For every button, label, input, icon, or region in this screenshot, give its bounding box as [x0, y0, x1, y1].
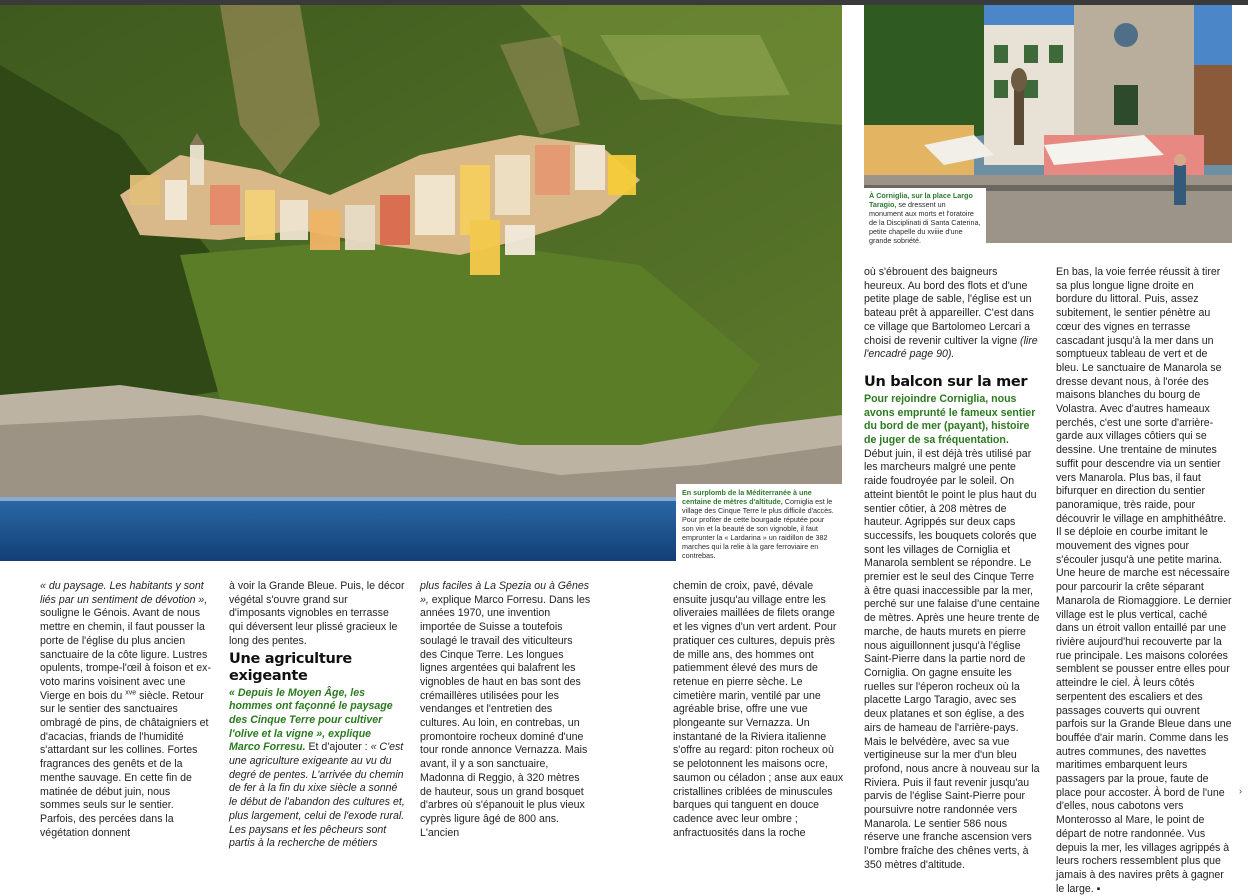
text-column-5: [864, 266, 1040, 873]
column-3-paragraph: [420, 580, 592, 840]
column-5-paragraph-2: [864, 393, 1040, 873]
next-page-arrow-icon[interactable]: ›: [1239, 786, 1242, 796]
column-5-text-a: où s'ébrouent des baigneurs heureux. Au bord des flots et d'une petite plage de sable, l'église est un bateau prêt à appareiller. C'est dans ce village que Bartolomeo Lercari a choisi de revenir cultiver la vigne: [864, 266, 1034, 347]
corniglia-cliff-photo: [0, 5, 842, 561]
column-2-paragraph-2: [229, 687, 405, 851]
right-photo-caption: [864, 188, 986, 246]
text-column-6: [1056, 266, 1232, 896]
left-caption-lead: En surplomb de la Méditerranée à une centaine de mètres d'altitude,: [682, 488, 812, 506]
column-5-paragraph-1: [864, 266, 1040, 362]
text-column-2: [229, 580, 405, 851]
heading-agriculture: Une agriculture exigeante: [229, 650, 352, 684]
left-photo-caption: [676, 484, 842, 561]
column-1-text-a: souligne le Génois. Avant de nous mettre en chemin, il faut pousser la porte de l'église du plus ancien sanctuaire de la côte ligure. Lustres opulents, trompe-l'œil à foison et ex-voto marins voisinent avec une Vierge en bois du: [40, 607, 212, 702]
column-2-quote: « C'est une agriculture exigeante au vu du degré de pentes. L'arrivée du chemin de fer à la fin du xixe siècle a sonné le début de l'abandon des cultures et, plus largement, celui de l'exode rural. Les paysans et les pêcheurs sont partis à la recherche de métiers: [229, 741, 405, 850]
heading-balcon: Un balcon sur la mer: [864, 373, 1028, 390]
column-1-paragraph: [40, 580, 212, 840]
column-5-text-b: Début juin, il est déjà très utilisé par les marcheurs malgré une pente raide foudroyée par le soleil. On atteint bientôt le point le plus haut du sentier côtier, à 208 mètres de hauteur. Agrippés sur deux caps successifs, les bouquets colorés que sont les villages de Corniglia et Manarola semblent se répondre. Le premier est le seul des Cinque Terre à être quasi inaccessible par la mer, perché sur une falaise d'une centaine de mètres. Après une heure trente de marche, de hauts murets en pierre nous aiguillonnent jusqu'à l'église Saint-Pierre dans la partie nord de Corniglia. On gagne ensuite les ruelles sur l'éperon rocheux où la placette Largo Taragio, avec ses deux platanes et son église, a des airs de hameau de l'arrière-pays. Mais le belvédère, avec sa vue vertigineuse sur la mer d'un bleu profond, nous ancre à nouveau sur la Riviera. Puis il faut revenir jusqu'au parvis de l'église Saint-Pierre pour poursuivre notre randonnée vers Manarola. Le sentier 586 nous réserve une franche ascension vers l'ombre fraîche des chênes verts, à 350 mètres d'altitude.: [864, 447, 1040, 871]
text-column-1: [40, 580, 212, 840]
column-1-text-b: siècle. Retour sur le sentier des sanctuaires ombragé de pins, de châtaigniers et d'acacias, friands de l'humidité s'attardant sur les collines. Fortes fragrances des genêts et de la menthe sauvage. En cette fin de matinée de début juin, nous sommes seuls sur le sentier. Parfois, des percées dans la végétation donnent: [40, 689, 209, 839]
end-mark-icon: ▪: [1096, 882, 1101, 895]
column-2-lead: « Depuis le Moyen Âge, les hommes ont façonné le paysage des Cinque Terre pour cultiver l'olive et la vigne », explique Marco Forresu.: [229, 686, 393, 754]
column-2-paragraph-1: à voir la Grande Bleue. Puis, le décor végétal s'ouvre grand sur d'imposants vignobles en terrasse qui déversent leur plissé gracieux le long des pentes.: [229, 580, 405, 647]
column-3-quote: plus faciles à La Spezia ou à Gênes »,: [420, 580, 590, 606]
left-caption-body: Corniglia est le village des Cinque Terre le plus difficile d'accès. Pour profiter de cette bourgade réputée pour son vin et la beauté de son vignoble, il faut emprunter la « Lardarina » un raidillon de 382 marches qui la relie à la gare ferroviaire en contrebas.: [682, 497, 834, 560]
column-1-century: xve: [125, 689, 137, 697]
column-6-text: En bas, la voie ferrée réussit à tirer sa plus longue ligne droite en bordure du littoral. Puis, assez subitement, le sentier pénètre au cœur des vignes en terrasse cascadant jusqu'à la mer dans un somptueux tableau de vert et de bleu. Le sanctuaire de Manarola se dresse devant nous, à l'orée des maisons blanches du bourg de Volastra. Avec d'autres hameaux perchés, c'est une sorte d'arrière-garde aux villages côtiers qui se dessine. Une trentaine de minutes suffit pour descendre via un sentier vers Manarola. Plus bas, il faut bifurquer en direction du sentier panoramique, très raide, pour découvrir le village en amphithéâtre. Il se déploie en courbe imitant le mouvement des vignes pour s'écouler jusqu'à une petite marina. Une heure de marche est nécessaire pour parcourir la crête séparant Manarola de Riomaggiore. Le dernier village est le plus vertical, caché dans un étroit vallon entaillé par une rivière aujourd'hui recouverte par la rue principale. Les maisons colorées semblent se pousser entre elles pour atteindre le ciel. À leurs côtés serpentent des escaliers et des passages couverts qui ouvrent parfois sur la Grande Bleue dans une bouffée d'air marin. Comme dans les autres communes, des navettes maritimes embarquent leurs passagers par la proue, faute de place pour accoster. À bord de l'une d'elles, nous cabotons vers Monterosso al Mare, le point de départ de notre randonnée. Vus depuis la mer, les villages agrippés à leurs rochers ressemblent plus que jamais à des navires prêts à gagner le large.: [1056, 266, 1232, 895]
text-column-3: [420, 580, 592, 840]
column-5-lead: Pour rejoindre Corniglia, nous avons emprunté le fameux sentier du bord de mer (payant), histoire de juger de sa fréquentation.: [864, 392, 1036, 447]
column-5-ref: (lire l'encadré page 90).: [864, 334, 1038, 361]
column-6-paragraph: [1056, 266, 1232, 896]
right-caption-lead: À Corniglia, sur la place Largo Taragio,: [869, 191, 973, 209]
column-1-quote: « du paysage. Les habitants y sont liés par un sentiment de dévotion »,: [40, 580, 208, 606]
column-4-paragraph: chemin de croix, pavé, dévale ensuite jusqu'au village entre les oliveraies maillées de filets orange et les vignes d'un vert ardent. Pour pratiquer ces cultures, depuis près de mille ans, des hommes ont patiemment élevé des murs de retenue en pierre sèche. Le cimetière marin, ventilé par une agréable brise, offre une vue plongeante sur Vernazza. Un instantané de la Riviera italienne s'offre au regard: piton rocheux où se pelotonnent les maisons ocre, saumon ou céladon ; anse aux eaux cristallines criblées de minuscules barques qui tanguent en douce cadence avec leur ombre ; anfractuosités dans la roche: [673, 580, 844, 839]
column-2-text: Et d'ajouter :: [305, 741, 371, 754]
column-3-text: explique Marco Forresu. Dans les années 1970, une invention importée de Suisse a toutefois soulagé le travail des viticulteurs des Cinque Terre. Les longues lignes argentées qui balafrent les vignobles de haut en bas sont des crémaillères utilisées pour les vendanges et l'entretien des cultures. Au loin, en contrebas, un promontoire rocheux dominé d'une tour ronde annonce Vernazza. Mais avant, il y a son sanctuaire, Madonna di Reggio, à 320 mètres de hauteur, sous un grand bosquet d'arbres où s'épanouit le plus vieux cyprès ligure âgé de 800 ans. L'ancien: [420, 593, 591, 839]
right-caption-body: se dressent un monument aux morts et l'oratoire de la Disciplinati di Santa Caterina, petite chapelle du xviiie d'une grande sobriété.: [869, 200, 981, 245]
text-column-4: [673, 580, 845, 840]
